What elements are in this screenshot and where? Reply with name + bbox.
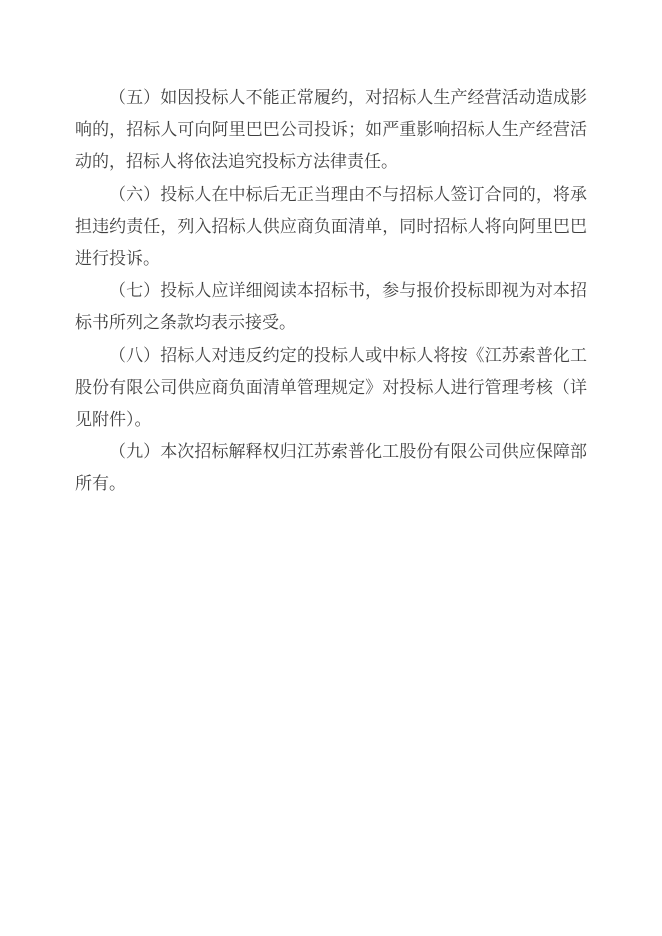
paragraph-5: （五）如因投标人不能正常履约，对招标人生产经营活动造成影响的，招标人可向阿里巴巴公司投诉；如严重影响招标人生产经营活动的，招标人将依法追究投标方法律责任。 [75, 88, 587, 172]
paragraph-6: （六）投标人在中标后无正当理由不与招标人签订合同的，将承担违约责任，列入招标人供应商负面清单，同时招标人将向阿里巴巴进行投诉。 [75, 184, 587, 269]
document-body [75, 82, 587, 501]
paragraph-9: （九）本次招标解释权归江苏索普化工股份有限公司供应保障部所有。 [75, 442, 587, 494]
paragraph-8: （八）招标人对违反约定的投标人或中标人将按《江苏索普化工股份有限公司供应商负面清单管理规定》对投标人进行管理考核（详见附件）。 [75, 345, 587, 430]
paragraph-7: （七）投标人应详细阅读本招标书，参与报价投标即视为对本招标书所列之条款均表示接受。 [75, 281, 587, 333]
